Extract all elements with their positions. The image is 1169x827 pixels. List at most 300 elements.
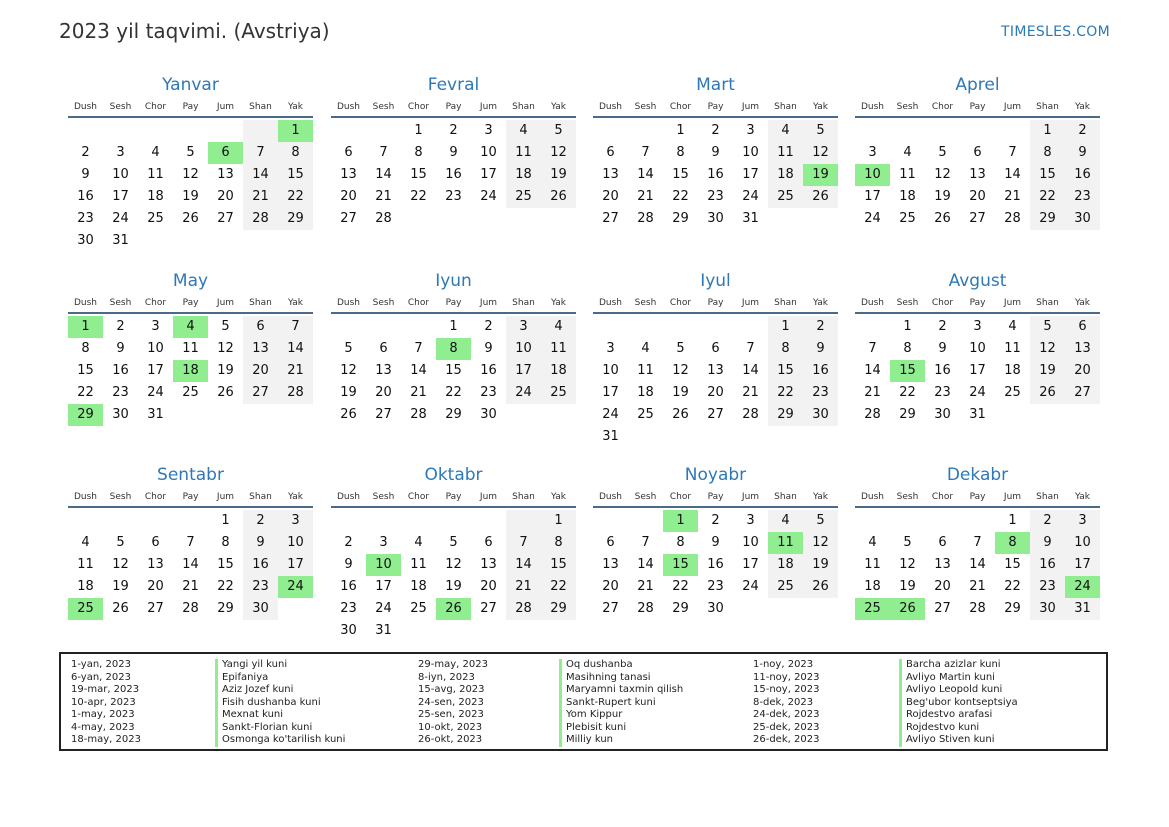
day-cell[interactable]: 7: [414, 341, 423, 356]
holiday-day-cell[interactable]: 18: [173, 360, 208, 382]
day-cell[interactable]: 19: [803, 554, 838, 576]
holiday-day-cell[interactable]: 11: [768, 532, 803, 554]
day-cell[interactable]: 19: [934, 189, 951, 204]
day-cell[interactable]: 8: [81, 341, 90, 356]
day-cell[interactable]: 13: [934, 557, 951, 572]
day-cell[interactable]: 5: [938, 145, 947, 160]
day-cell[interactable]: 24: [375, 601, 392, 616]
day-cell[interactable]: 25: [541, 382, 576, 404]
day-cell[interactable]: 11: [410, 557, 427, 572]
day-cell[interactable]: 19: [112, 579, 129, 594]
day-cell[interactable]: 13: [602, 167, 619, 182]
day-cell[interactable]: 15: [217, 557, 234, 572]
day-cell[interactable]: 15: [768, 360, 803, 382]
day-cell[interactable]: 23: [340, 601, 357, 616]
day-cell[interactable]: 5: [903, 535, 912, 550]
day-cell[interactable]: 7: [243, 142, 278, 164]
day-cell[interactable]: 12: [182, 167, 199, 182]
day-cell[interactable]: 13: [1065, 338, 1100, 360]
holiday-day-cell[interactable]: 15: [890, 360, 925, 382]
day-cell[interactable]: 25: [506, 186, 541, 208]
day-cell[interactable]: 2: [1065, 120, 1100, 142]
day-cell[interactable]: 16: [445, 167, 462, 182]
day-cell[interactable]: 26: [340, 407, 357, 422]
day-cell[interactable]: 21: [375, 189, 392, 204]
day-cell[interactable]: 19: [182, 189, 199, 204]
day-cell[interactable]: 7: [278, 316, 313, 338]
day-cell[interactable]: 9: [449, 145, 458, 160]
day-cell[interactable]: 31: [969, 407, 986, 422]
day-cell[interactable]: 29: [445, 407, 462, 422]
day-cell[interactable]: 12: [112, 557, 129, 572]
day-cell[interactable]: 10: [742, 145, 759, 160]
day-cell[interactable]: 4: [868, 535, 877, 550]
day-cell[interactable]: 6: [711, 341, 720, 356]
day-cell[interactable]: 3: [973, 319, 982, 334]
holiday-day-cell[interactable]: 1: [68, 316, 103, 338]
day-cell[interactable]: 28: [637, 211, 654, 226]
day-cell[interactable]: 16: [1030, 554, 1065, 576]
day-cell[interactable]: 9: [116, 341, 125, 356]
day-cell[interactable]: 4: [768, 510, 803, 532]
day-cell[interactable]: 17: [864, 189, 881, 204]
day-cell[interactable]: 6: [484, 535, 493, 550]
day-cell[interactable]: 4: [903, 145, 912, 160]
day-cell[interactable]: 3: [116, 145, 125, 160]
day-cell[interactable]: 5: [221, 319, 230, 334]
day-cell[interactable]: 29: [768, 404, 803, 426]
day-cell[interactable]: 26: [672, 407, 689, 422]
day-cell[interactable]: 18: [541, 360, 576, 382]
day-cell[interactable]: 20: [340, 189, 357, 204]
day-cell[interactable]: 27: [217, 211, 234, 226]
day-cell[interactable]: 9: [1030, 532, 1065, 554]
day-cell[interactable]: 4: [768, 120, 803, 142]
day-cell[interactable]: 21: [506, 576, 541, 598]
day-cell[interactable]: 3: [868, 145, 877, 160]
day-cell[interactable]: 2: [711, 123, 720, 138]
day-cell[interactable]: 18: [768, 164, 803, 186]
day-cell[interactable]: 13: [969, 167, 986, 182]
day-cell[interactable]: 2: [938, 319, 947, 334]
day-cell[interactable]: 28: [375, 211, 392, 226]
day-cell[interactable]: 27: [243, 382, 278, 404]
holiday-day-cell[interactable]: 24: [1065, 576, 1100, 598]
day-cell[interactable]: 23: [1065, 186, 1100, 208]
day-cell[interactable]: 23: [934, 385, 951, 400]
holiday-day-cell[interactable]: 24: [278, 576, 313, 598]
day-cell[interactable]: 24: [480, 189, 497, 204]
holiday-day-cell[interactable]: 29: [68, 404, 103, 426]
day-cell[interactable]: 13: [217, 167, 234, 182]
day-cell[interactable]: 7: [973, 535, 982, 550]
day-cell[interactable]: 13: [243, 338, 278, 360]
day-cell[interactable]: 17: [969, 363, 986, 378]
day-cell[interactable]: 5: [541, 120, 576, 142]
day-cell[interactable]: 23: [445, 189, 462, 204]
holiday-day-cell[interactable]: 10: [366, 554, 401, 576]
day-cell[interactable]: 5: [676, 341, 685, 356]
day-cell[interactable]: 29: [541, 598, 576, 620]
holiday-day-cell[interactable]: 15: [663, 554, 698, 576]
day-cell[interactable]: 22: [672, 189, 689, 204]
day-cell[interactable]: 19: [217, 363, 234, 378]
day-cell[interactable]: 15: [541, 554, 576, 576]
day-cell[interactable]: 1: [414, 123, 423, 138]
day-cell[interactable]: 1: [676, 123, 685, 138]
day-cell[interactable]: 9: [344, 557, 353, 572]
day-cell[interactable]: 16: [340, 579, 357, 594]
day-cell[interactable]: 25: [147, 211, 164, 226]
day-cell[interactable]: 23: [1030, 576, 1065, 598]
day-cell[interactable]: 25: [637, 407, 654, 422]
day-cell[interactable]: 10: [742, 535, 759, 550]
day-cell[interactable]: 2: [81, 145, 90, 160]
day-cell[interactable]: 29: [672, 211, 689, 226]
day-cell[interactable]: 16: [707, 557, 724, 572]
day-cell[interactable]: 19: [899, 579, 916, 594]
day-cell[interactable]: 30: [340, 623, 357, 638]
day-cell[interactable]: 13: [147, 557, 164, 572]
day-cell[interactable]: 2: [1030, 510, 1065, 532]
day-cell[interactable]: 21: [410, 385, 427, 400]
day-cell[interactable]: 23: [803, 382, 838, 404]
holiday-day-cell[interactable]: 6: [208, 142, 243, 164]
day-cell[interactable]: 17: [742, 557, 759, 572]
day-cell[interactable]: 28: [637, 601, 654, 616]
day-cell[interactable]: 17: [742, 167, 759, 182]
day-cell[interactable]: 10: [969, 341, 986, 356]
day-cell[interactable]: 18: [77, 579, 94, 594]
day-cell[interactable]: 13: [707, 363, 724, 378]
day-cell[interactable]: 11: [506, 142, 541, 164]
day-cell[interactable]: 12: [934, 167, 951, 182]
day-cell[interactable]: 21: [182, 579, 199, 594]
holiday-day-cell[interactable]: 25: [855, 598, 890, 620]
day-cell[interactable]: 24: [147, 385, 164, 400]
day-cell[interactable]: 27: [147, 601, 164, 616]
day-cell[interactable]: 4: [414, 535, 423, 550]
day-cell[interactable]: 1: [1008, 513, 1017, 528]
day-cell[interactable]: 22: [1030, 186, 1065, 208]
day-cell[interactable]: 21: [243, 186, 278, 208]
day-cell[interactable]: 3: [506, 316, 541, 338]
day-cell[interactable]: 16: [243, 554, 278, 576]
day-cell[interactable]: 10: [278, 532, 313, 554]
day-cell[interactable]: 9: [1065, 142, 1100, 164]
day-cell[interactable]: 9: [484, 341, 493, 356]
day-cell[interactable]: 1: [221, 513, 230, 528]
day-cell[interactable]: 28: [969, 601, 986, 616]
day-cell[interactable]: 30: [803, 404, 838, 426]
day-cell[interactable]: 7: [641, 535, 650, 550]
day-cell[interactable]: 1: [1030, 120, 1065, 142]
day-cell[interactable]: 11: [768, 142, 803, 164]
day-cell[interactable]: 8: [414, 145, 423, 160]
day-cell[interactable]: 27: [602, 211, 619, 226]
day-cell[interactable]: 30: [243, 598, 278, 620]
day-cell[interactable]: 3: [278, 510, 313, 532]
day-cell[interactable]: 22: [445, 385, 462, 400]
holiday-day-cell[interactable]: 1: [663, 510, 698, 532]
day-cell[interactable]: 12: [803, 142, 838, 164]
day-cell[interactable]: 14: [375, 167, 392, 182]
day-cell[interactable]: 20: [969, 189, 986, 204]
day-cell[interactable]: 30: [707, 601, 724, 616]
day-cell[interactable]: 23: [480, 385, 497, 400]
day-cell[interactable]: 11: [1004, 341, 1021, 356]
day-cell[interactable]: 11: [637, 363, 654, 378]
day-cell[interactable]: 13: [602, 557, 619, 572]
day-cell[interactable]: 30: [1065, 208, 1100, 230]
day-cell[interactable]: 4: [151, 145, 160, 160]
day-cell[interactable]: 10: [602, 363, 619, 378]
day-cell[interactable]: 24: [864, 211, 881, 226]
day-cell[interactable]: 9: [243, 532, 278, 554]
day-cell[interactable]: 14: [182, 557, 199, 572]
day-cell[interactable]: 11: [899, 167, 916, 182]
day-cell[interactable]: 5: [186, 145, 195, 160]
day-cell[interactable]: 5: [344, 341, 353, 356]
day-cell[interactable]: 30: [77, 233, 94, 248]
day-cell[interactable]: 18: [899, 189, 916, 204]
day-cell[interactable]: 30: [934, 407, 951, 422]
day-cell[interactable]: 14: [278, 338, 313, 360]
day-cell[interactable]: 4: [81, 535, 90, 550]
day-cell[interactable]: 19: [1030, 360, 1065, 382]
day-cell[interactable]: 7: [868, 341, 877, 356]
day-cell[interactable]: 24: [742, 579, 759, 594]
day-cell[interactable]: 23: [707, 579, 724, 594]
day-cell[interactable]: 10: [147, 341, 164, 356]
day-cell[interactable]: 14: [742, 363, 759, 378]
day-cell[interactable]: 11: [864, 557, 881, 572]
holiday-day-cell[interactable]: 1: [278, 120, 313, 142]
day-cell[interactable]: 12: [1030, 338, 1065, 360]
day-cell[interactable]: 24: [742, 189, 759, 204]
day-cell[interactable]: 22: [217, 579, 234, 594]
day-cell[interactable]: 16: [707, 167, 724, 182]
day-cell[interactable]: 5: [449, 535, 458, 550]
day-cell[interactable]: 6: [344, 145, 353, 160]
holiday-day-cell[interactable]: 25: [68, 598, 103, 620]
day-cell[interactable]: 23: [77, 211, 94, 226]
day-cell[interactable]: 27: [969, 211, 986, 226]
day-cell[interactable]: 2: [449, 123, 458, 138]
day-cell[interactable]: 30: [112, 407, 129, 422]
day-cell[interactable]: 25: [410, 601, 427, 616]
day-cell[interactable]: 14: [637, 557, 654, 572]
day-cell[interactable]: 11: [147, 167, 164, 182]
day-cell[interactable]: 6: [606, 145, 615, 160]
day-cell[interactable]: 22: [410, 189, 427, 204]
day-cell[interactable]: 28: [1004, 211, 1021, 226]
day-cell[interactable]: 8: [541, 532, 576, 554]
brand-logo[interactable]: TIMESLES.COM: [1001, 24, 1110, 40]
day-cell[interactable]: 3: [746, 123, 755, 138]
day-cell[interactable]: 6: [1065, 316, 1100, 338]
day-cell[interactable]: 10: [480, 145, 497, 160]
day-cell[interactable]: 6: [243, 316, 278, 338]
day-cell[interactable]: 20: [707, 385, 724, 400]
day-cell[interactable]: 7: [746, 341, 755, 356]
day-cell[interactable]: 17: [278, 554, 313, 576]
day-cell[interactable]: 7: [641, 145, 650, 160]
day-cell[interactable]: 20: [243, 360, 278, 382]
day-cell[interactable]: 4: [541, 316, 576, 338]
day-cell[interactable]: 28: [742, 407, 759, 422]
day-cell[interactable]: 13: [340, 167, 357, 182]
day-cell[interactable]: 14: [243, 164, 278, 186]
day-cell[interactable]: 28: [410, 407, 427, 422]
day-cell[interactable]: 30: [1030, 598, 1065, 620]
day-cell[interactable]: 22: [899, 385, 916, 400]
day-cell[interactable]: 29: [672, 601, 689, 616]
day-cell[interactable]: 1: [541, 510, 576, 532]
day-cell[interactable]: 26: [1030, 382, 1065, 404]
day-cell[interactable]: 6: [973, 145, 982, 160]
day-cell[interactable]: 26: [217, 385, 234, 400]
day-cell[interactable]: 27: [1065, 382, 1100, 404]
day-cell[interactable]: 9: [81, 167, 90, 182]
day-cell[interactable]: 3: [151, 319, 160, 334]
day-cell[interactable]: 5: [803, 120, 838, 142]
day-cell[interactable]: 4: [1008, 319, 1017, 334]
day-cell[interactable]: 26: [934, 211, 951, 226]
day-cell[interactable]: 12: [340, 363, 357, 378]
day-cell[interactable]: 28: [182, 601, 199, 616]
day-cell[interactable]: 31: [742, 211, 759, 226]
day-cell[interactable]: 20: [602, 579, 619, 594]
day-cell[interactable]: 31: [602, 429, 619, 444]
day-cell[interactable]: 22: [1004, 579, 1021, 594]
day-cell[interactable]: 25: [768, 186, 803, 208]
day-cell[interactable]: 21: [637, 189, 654, 204]
day-cell[interactable]: 18: [637, 385, 654, 400]
day-cell[interactable]: 9: [803, 338, 838, 360]
day-cell[interactable]: 20: [1065, 360, 1100, 382]
day-cell[interactable]: 9: [711, 145, 720, 160]
day-cell[interactable]: 21: [969, 579, 986, 594]
day-cell[interactable]: 21: [1004, 189, 1021, 204]
day-cell[interactable]: 16: [480, 363, 497, 378]
holiday-day-cell[interactable]: 26: [890, 598, 925, 620]
day-cell[interactable]: 23: [243, 576, 278, 598]
day-cell[interactable]: 23: [112, 385, 129, 400]
day-cell[interactable]: 11: [541, 338, 576, 360]
day-cell[interactable]: 24: [112, 211, 129, 226]
day-cell[interactable]: 7: [1008, 145, 1017, 160]
day-cell[interactable]: 21: [637, 579, 654, 594]
day-cell[interactable]: 1: [903, 319, 912, 334]
day-cell[interactable]: 7: [186, 535, 195, 550]
day-cell[interactable]: 29: [278, 208, 313, 230]
day-cell[interactable]: 26: [803, 186, 838, 208]
day-cell[interactable]: 20: [480, 579, 497, 594]
day-cell[interactable]: 5: [1030, 316, 1065, 338]
day-cell[interactable]: 3: [1065, 510, 1100, 532]
day-cell[interactable]: 14: [969, 557, 986, 572]
day-cell[interactable]: 27: [480, 601, 497, 616]
day-cell[interactable]: 11: [77, 557, 94, 572]
day-cell[interactable]: 17: [112, 189, 129, 204]
day-cell[interactable]: 10: [506, 338, 541, 360]
day-cell[interactable]: 19: [672, 385, 689, 400]
day-cell[interactable]: 8: [278, 142, 313, 164]
day-cell[interactable]: 1: [768, 316, 803, 338]
day-cell[interactable]: 14: [410, 363, 427, 378]
day-cell[interactable]: 14: [506, 554, 541, 576]
day-cell[interactable]: 16: [112, 363, 129, 378]
day-cell[interactable]: 6: [606, 535, 615, 550]
day-cell[interactable]: 25: [182, 385, 199, 400]
day-cell[interactable]: 3: [379, 535, 388, 550]
day-cell[interactable]: 20: [375, 385, 392, 400]
day-cell[interactable]: 17: [506, 360, 541, 382]
day-cell[interactable]: 3: [606, 341, 615, 356]
day-cell[interactable]: 18: [410, 579, 427, 594]
day-cell[interactable]: 6: [151, 535, 160, 550]
day-cell[interactable]: 2: [344, 535, 353, 550]
day-cell[interactable]: 20: [602, 189, 619, 204]
day-cell[interactable]: 14: [864, 363, 881, 378]
day-cell[interactable]: 15: [410, 167, 427, 182]
day-cell[interactable]: 17: [147, 363, 164, 378]
day-cell[interactable]: 30: [707, 211, 724, 226]
day-cell[interactable]: 8: [903, 341, 912, 356]
day-cell[interactable]: 1: [449, 319, 458, 334]
day-cell[interactable]: 3: [484, 123, 493, 138]
holiday-day-cell[interactable]: 4: [173, 316, 208, 338]
day-cell[interactable]: 8: [768, 338, 803, 360]
day-cell[interactable]: 22: [278, 186, 313, 208]
day-cell[interactable]: 17: [602, 385, 619, 400]
day-cell[interactable]: 23: [707, 189, 724, 204]
day-cell[interactable]: 25: [768, 576, 803, 598]
day-cell[interactable]: 9: [938, 341, 947, 356]
day-cell[interactable]: 19: [340, 385, 357, 400]
day-cell[interactable]: 15: [77, 363, 94, 378]
day-cell[interactable]: 13: [375, 363, 392, 378]
day-cell[interactable]: 17: [375, 579, 392, 594]
day-cell[interactable]: 18: [1004, 363, 1021, 378]
day-cell[interactable]: 15: [1004, 557, 1021, 572]
day-cell[interactable]: 2: [803, 316, 838, 338]
day-cell[interactable]: 29: [1004, 601, 1021, 616]
day-cell[interactable]: 5: [803, 510, 838, 532]
day-cell[interactable]: 6: [938, 535, 947, 550]
day-cell[interactable]: 25: [1004, 385, 1021, 400]
day-cell[interactable]: 8: [1030, 142, 1065, 164]
day-cell[interactable]: 15: [672, 167, 689, 182]
day-cell[interactable]: 22: [672, 579, 689, 594]
day-cell[interactable]: 6: [379, 341, 388, 356]
day-cell[interactable]: 10: [1065, 532, 1100, 554]
day-cell[interactable]: 10: [112, 167, 129, 182]
day-cell[interactable]: 14: [637, 167, 654, 182]
day-cell[interactable]: 18: [147, 189, 164, 204]
day-cell[interactable]: 16: [77, 189, 94, 204]
day-cell[interactable]: 2: [116, 319, 125, 334]
day-cell[interactable]: 22: [541, 576, 576, 598]
day-cell[interactable]: 29: [217, 601, 234, 616]
day-cell[interactable]: 28: [278, 382, 313, 404]
day-cell[interactable]: 27: [934, 601, 951, 616]
day-cell[interactable]: 27: [340, 211, 357, 226]
day-cell[interactable]: 21: [864, 385, 881, 400]
day-cell[interactable]: 26: [182, 211, 199, 226]
day-cell[interactable]: 15: [278, 164, 313, 186]
